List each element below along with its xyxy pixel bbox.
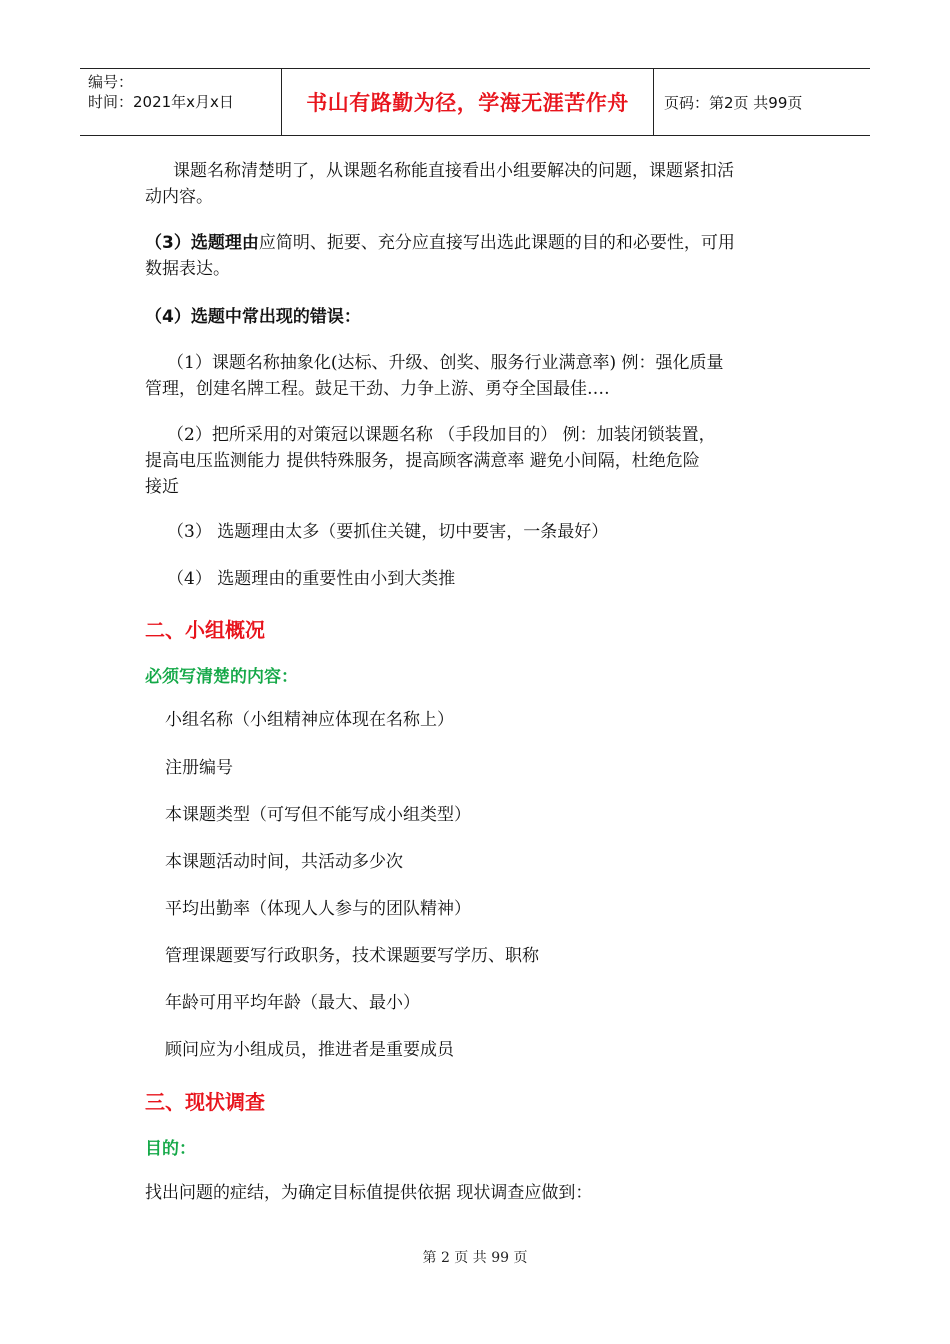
document-number: 编号： [88, 73, 134, 91]
header-motto-cell [282, 69, 654, 135]
error-2-line-1: （2）把所采用的对策冠以课题名称 （手段加目的） 例：加装闭锁装置， [167, 425, 716, 445]
error-2-line-2: 提高电压监测能力 提供特殊服务，提高顾客满意率 避免小间隔，杜绝危险 [145, 451, 700, 471]
selection-reason-text: 应简明、扼要、充分应直接写出选此课题的目的和必要性，可用 [258, 233, 735, 253]
header-page-info: 页码：第2页 共99页 [664, 93, 803, 112]
error-3: （3） 选题理由太多（要抓住关键，切中要害，一条最好） [167, 522, 609, 542]
paragraph-2-line-2: 数据表达。 [145, 259, 230, 279]
header-motto: 书山有路勤为径，学海无涯苦作舟 [306, 90, 629, 115]
paragraph-1-line-2: 动内容。 [145, 187, 213, 207]
paragraph-1-line-1: 课题名称清楚明了，从课题名称能直接看出小组要解决的问题，课题紧扣活 [173, 161, 734, 181]
paragraph-2-line-1 [145, 230, 815, 256]
list-item: 本课题活动时间，共活动多少次 [165, 852, 403, 872]
error-2-line-3: 接近 [145, 477, 179, 497]
subheading-required-content: 必须写清楚的内容： [145, 667, 298, 687]
error-1-line-2: 管理，创建名牌工程。鼓足干劲、力争上游、勇夺全国最佳‥‥ [145, 379, 610, 399]
subheading-purpose: 目的： [145, 1139, 196, 1159]
common-errors-heading: （4）选题中常出现的错误： [145, 307, 361, 327]
header-meta [80, 69, 282, 135]
selection-reason-label: （3）选题理由 [145, 233, 259, 253]
section-heading-group-overview: 二、小组概况 [145, 618, 265, 642]
error-4: （4） 选题理由的重要性由小到大类推 [167, 569, 456, 589]
list-item: 管理课题要写行政职务，技术课题要写学历、职称 [165, 946, 539, 966]
purpose-text: 找出问题的症结，为确定目标值提供依据 现状调查应做到： [145, 1183, 593, 1203]
document-date: 时间：2021年x月x日 [88, 93, 234, 111]
list-item: 年龄可用平均年龄（最大、最小） [165, 993, 420, 1013]
list-item: 平均出勤率（体现人人参与的团队精神） [165, 899, 471, 919]
error-1-line-1: （1）课题名称抽象化(达标、升级、创奖、服务行业满意率) 例：强化质量 [167, 353, 724, 373]
list-item: 顾问应为小组成员，推进者是重要成员 [165, 1040, 454, 1060]
list-item: 小组名称（小组精神应体现在名称上） [165, 710, 454, 730]
page-footer: 第 2 页 共 99 页 [422, 1250, 528, 1266]
list-item: 本课题类型（可写但不能写成小组类型） [165, 805, 471, 825]
list-item: 注册编号 [165, 758, 233, 778]
section-heading-status-survey: 三、现状调查 [145, 1090, 265, 1114]
page-header [80, 68, 870, 136]
